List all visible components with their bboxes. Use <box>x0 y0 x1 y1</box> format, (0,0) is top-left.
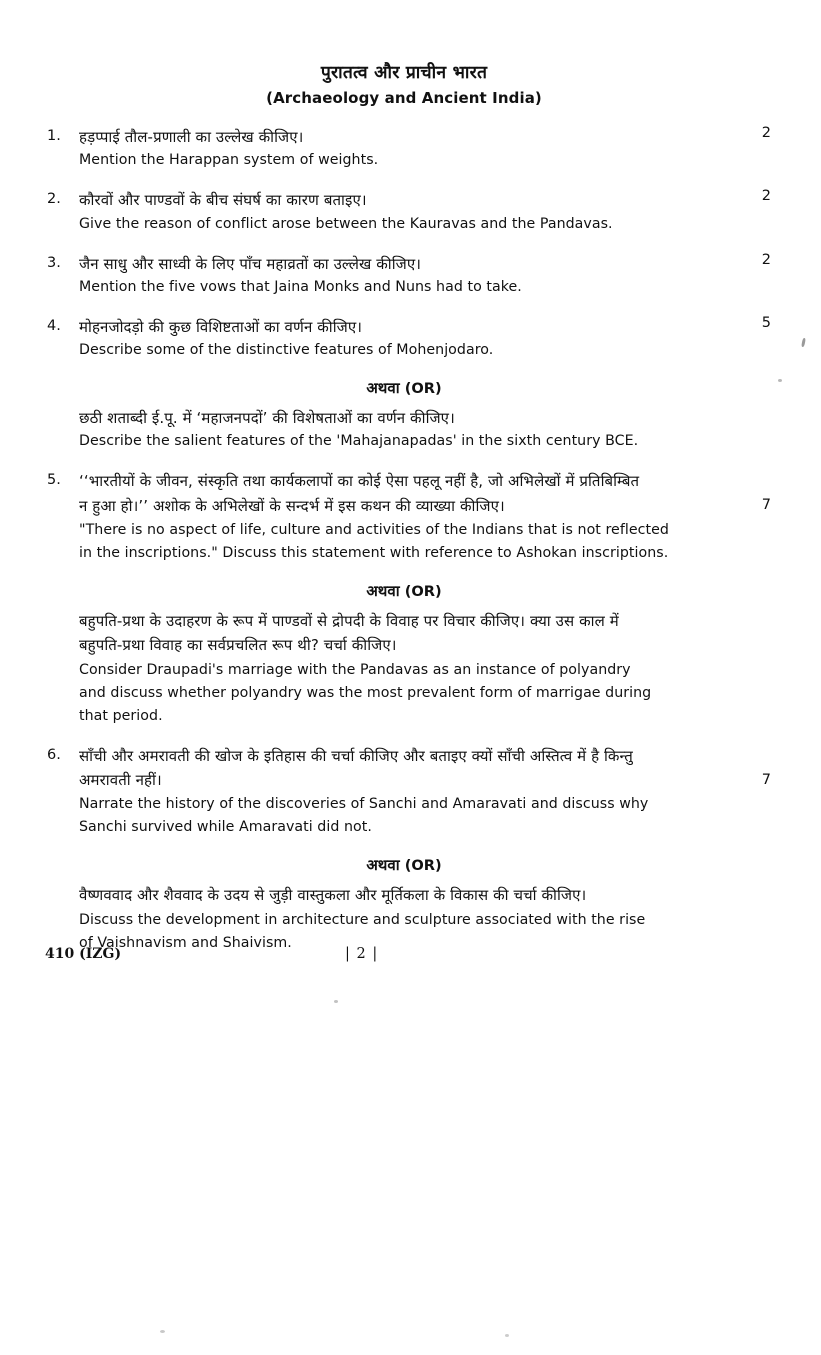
question-text-hindi: कौरवों और पाण्डवों के बीच संघर्ष का कारण बताइए। <box>79 191 367 210</box>
question-4 <box>45 314 771 362</box>
or-label-hindi: अथवा <box>366 856 400 875</box>
question-text-english: Mention the five vows that Jaina Monks and Nuns had to take. <box>79 278 522 295</box>
question-text-hindi: हड़प्पाई तौल-प्रणाली का उल्लेख कीजिए। <box>79 128 304 146</box>
alt-text-hindi-line-2: बहुपति-प्रथा विवाह का सर्वप्रचलित रूप थी? चर्चा कीजिए। <box>79 636 397 655</box>
question-text-english-line-2: in the inscriptions." Discuss this statement with reference to Ashokan inscriptions. <box>79 545 669 562</box>
question-4-alternative <box>79 406 763 453</box>
question-body <box>79 314 771 362</box>
or-separator-5 <box>45 581 763 601</box>
question-marks: 2 <box>761 188 771 205</box>
question-marks: 5 <box>761 314 771 331</box>
question-text-hindi-line-1: ‘‘भारतीयों के जीवन, संस्कृति तथा कार्यकलापों का कोई ऐसा पहलू नहीं है, जो अभिलेखों में प्रतिबिम्बित <box>79 472 640 491</box>
scan-artifact <box>801 338 806 347</box>
alt-text-english-line-2: of Vaishnavism and Shaivism. <box>79 934 292 951</box>
question-text-english: Give the reason of conflict arose between the Kauravas and the Pandavas. <box>79 215 613 232</box>
question-number: 6. <box>47 746 61 763</box>
alt-text-hindi: वैष्णववाद और शैववाद के उदय से जुड़ी वास्तुकला और मूर्तिकला के विकास की चर्चा कीजिए। <box>79 886 587 905</box>
question-body <box>79 188 771 235</box>
question-text-english: Describe some of the distinctive features of Mohenjodaro. <box>79 342 494 359</box>
scan-artifact <box>778 379 782 382</box>
question-marks: 7 <box>761 497 771 514</box>
alt-text-english-line-3: that period. <box>79 707 163 724</box>
alt-text-english-line-1: Consider Draupadi's marriage with the Pandavas as an instance of polyandry <box>79 661 631 678</box>
question-text-english: Mention the Harappan system of weights. <box>79 152 379 169</box>
question-marks: 2 <box>761 251 771 268</box>
or-label-english: (OR) <box>404 583 442 601</box>
question-body <box>79 469 771 565</box>
question-text-hindi: मोहनजोदड़ो की कुछ विशिष्टताओं का वर्णन कीजिए। <box>79 317 363 336</box>
question-2 <box>45 188 771 235</box>
page-number: | 2 | <box>345 946 379 962</box>
page-title-hindi: पुरातत्व और प्राचीन भारत <box>320 63 488 83</box>
page-footer <box>45 946 763 962</box>
question-marks: 7 <box>761 771 771 788</box>
question-number: 2. <box>47 191 61 208</box>
or-label-hindi: अथवा <box>366 379 400 398</box>
question-3 <box>45 251 771 299</box>
question-text-english-line-1: Narrate the history of the discoveries of Sanchi and Amaravati and discuss why <box>79 796 649 813</box>
scan-artifact <box>160 1330 165 1333</box>
alt-text-hindi: छठी शताब्दी ई.पू. में ‘महाजनपदों’ की विशेषताओं का वर्णन कीजिए। <box>79 409 455 428</box>
question-6-alternative <box>79 883 763 954</box>
page-title-english: (Archaeology and Ancient India) <box>266 89 542 107</box>
question-number: 1. <box>47 128 61 144</box>
question-marks: 2 <box>761 125 771 141</box>
question-body <box>79 125 771 172</box>
question-6 <box>45 744 771 840</box>
question-number: 3. <box>47 254 61 271</box>
question-text-hindi-line-2: न हुआ हो।’’ अशोक के अभिलेखों के सन्दर्भ में इस कथन की व्याख्या कीजिए। <box>79 496 505 515</box>
or-separator-4 <box>45 378 763 398</box>
alt-text-english-line-2: and discuss whether polyandry was the most prevalent form of marrigae during <box>79 684 652 701</box>
alt-text-english-line-1: Discuss the development in architecture and sculpture associated with the rise <box>79 911 646 928</box>
alt-text-english: Describe the salient features of the 'Mahajanapadas' in the sixth century BCE. <box>79 433 639 450</box>
question-number: 5. <box>47 472 61 489</box>
paper-code: 410 (IZG) <box>45 946 122 962</box>
question-1 <box>45 125 771 172</box>
question-body <box>79 251 771 299</box>
alt-text-hindi-line-1: बहुपति-प्रथा के उदाहरण के रूप में पाण्डवों से द्रोपदी के विवाह पर विचार कीजिए। क्या उस काल में <box>79 612 619 631</box>
question-text-hindi-line-1: साँची और अमरावती की खोज के इतिहास की चर्चा कीजिए और बताइए क्यों साँची अस्तित्व में है किन्तु <box>79 746 633 765</box>
question-text-english-line-1: "There is no aspect of life, culture and activities of the Indians that is not reflected <box>79 522 669 539</box>
question-5 <box>45 469 771 565</box>
scan-artifact <box>334 1000 338 1003</box>
or-label-hindi: अथवा <box>366 582 400 601</box>
page-title <box>45 60 763 107</box>
or-separator-6 <box>45 855 763 875</box>
question-text-english-line-2: Sanchi survived while Amaravati did not. <box>79 819 372 836</box>
question-5-alternative <box>79 609 763 728</box>
question-text-hindi-line-2: अमरावती नहीं। <box>79 770 162 789</box>
question-body <box>79 744 771 840</box>
question-number: 4. <box>47 317 61 334</box>
or-label-english: (OR) <box>404 380 442 398</box>
or-label-english: (OR) <box>404 857 442 875</box>
question-text-hindi: जैन साधु और साध्वी के लिए पाँच महाव्रतों का उल्लेख कीजिए। <box>79 254 422 273</box>
scan-artifact <box>505 1334 509 1337</box>
